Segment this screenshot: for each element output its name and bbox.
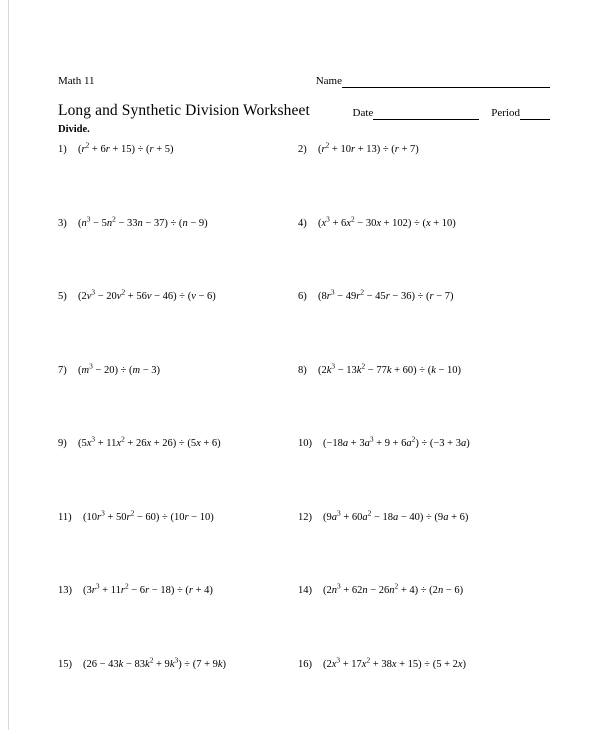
problem-expression: $(8r^3 - 49r^2 - 45r - 36) \div (r - 7)$ (318, 290, 453, 304)
problem-number: 13) (58, 584, 79, 598)
problem-row (58, 437, 558, 511)
problem-number: 16) (298, 658, 319, 672)
problem-expression: $(-18a + 3a^3 + 9 + 6a^2) \div (-3 + 3a)$ (323, 437, 470, 451)
problem-item (298, 143, 548, 217)
instruction-text: Divide. (58, 123, 90, 136)
problem-row (58, 511, 558, 585)
problem-item (58, 143, 298, 217)
problem-expression: $(r^2 + 10r + 13) \div (r + 7)$ (318, 143, 419, 157)
problem-row (58, 217, 558, 291)
problem-item (298, 290, 548, 364)
course-label: Math 11 (58, 74, 95, 88)
problem-item (58, 364, 298, 438)
period-label: Period (491, 107, 520, 120)
problem-number: 6) (298, 290, 314, 304)
problem-expression: $(n^3 - 5n^2 - 33n - 37) \div (n - 9)$ (78, 217, 208, 231)
problem-expression: $(5x^3 + 11x^2 + 26x + 26) \div (5x + 6)$ (78, 437, 221, 451)
problem-number: 14) (298, 584, 319, 598)
problem-item (298, 658, 548, 731)
problem-number: 15) (58, 658, 79, 672)
problem-item (58, 584, 298, 658)
name-input-line[interactable] (342, 76, 550, 88)
problem-number: 11) (58, 511, 79, 525)
problem-number: 1) (58, 143, 74, 157)
problem-item (298, 437, 548, 511)
header-top-row (58, 74, 550, 88)
problem-number: 3) (58, 217, 74, 231)
problem-expression: $(2k^3 - 13k^2 - 77k + 60) \div (k - 10)$ (318, 364, 461, 378)
problem-item (298, 217, 548, 291)
problem-row (58, 658, 558, 731)
problem-expression: $(3r^3 + 11r^2 - 6r - 18) \div (r + 4)$ (83, 584, 213, 598)
problem-item (298, 584, 548, 658)
problem-item (58, 511, 298, 585)
date-input-line[interactable] (373, 108, 479, 120)
problem-row (58, 290, 558, 364)
problem-expression: $(r^2 + 6r + 15) \div (r + 5)$ (78, 143, 174, 157)
problem-number: 10) (298, 437, 319, 451)
problem-item (298, 364, 548, 438)
problem-row (58, 143, 558, 217)
problem-item (58, 437, 298, 511)
problem-item (58, 217, 298, 291)
problem-number: 12) (298, 511, 319, 525)
name-field-group (316, 75, 550, 88)
problem-number: 7) (58, 364, 74, 378)
problem-expression: $(26 - 43k - 83k^2 + 9k^3) \div (7 + 9k)$ (83, 658, 226, 672)
period-input-line[interactable] (520, 108, 550, 120)
worksheet-header (58, 74, 550, 120)
problem-number: 4) (298, 217, 314, 231)
problem-number: 8) (298, 364, 314, 378)
problem-number: 5) (58, 290, 74, 304)
problem-row (58, 584, 558, 658)
problem-number: 9) (58, 437, 74, 451)
problem-item (298, 511, 548, 585)
name-label: Name (316, 75, 342, 88)
date-period-group (353, 107, 551, 120)
problem-expression: $(2v^3 - 20v^2 + 56v - 46) \div (v - 6)$ (78, 290, 216, 304)
problem-expression: $(m^3 - 20) \div (m - 3)$ (78, 364, 160, 378)
problem-row (58, 364, 558, 438)
problem-expression: $(x^3 + 6x^2 - 30x + 102) \div (x + 10)$ (318, 217, 456, 231)
problem-expression: $(10r^3 + 50r^2 - 60) \div (10r - 10)$ (83, 511, 214, 525)
problem-item (58, 658, 298, 731)
problem-expression: $(2n^3 + 62n - 26n^2 + 4) \div (2n - 6)$ (323, 584, 463, 598)
problem-list (58, 143, 558, 731)
page-title: Long and Synthetic Division Worksheet (58, 101, 550, 120)
problem-number: 2) (298, 143, 314, 157)
problem-expression: $(9a^3 + 60a^2 - 18a - 40) \div (9a + 6)$ (323, 511, 468, 525)
problem-expression: $(2x^3 + 17x^2 + 38x + 15) \div (5 + 2x)$ (323, 658, 466, 672)
date-label: Date (353, 107, 374, 120)
problem-item (58, 290, 298, 364)
